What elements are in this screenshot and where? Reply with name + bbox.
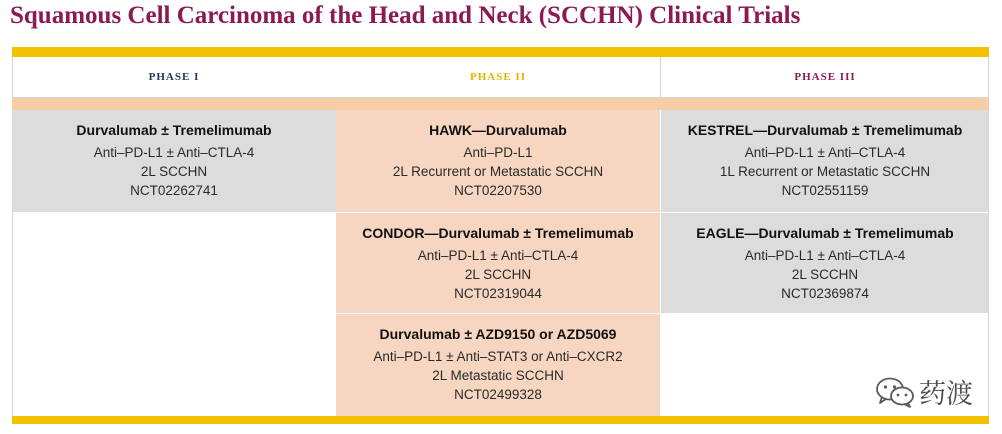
trial-card-condor <box>336 213 660 313</box>
trial-name: Durvalumab ± AZD9150 or AZD5069 <box>379 326 617 342</box>
watermark <box>875 372 973 411</box>
trial-target: Anti–PD-L1 ± Anti–CTLA-4 <box>744 145 906 160</box>
trial-name: CONDOR—Durvalumab ± Tremelimumab <box>362 225 634 241</box>
trial-card-kestrel <box>661 110 989 212</box>
trial-card-azd <box>336 314 660 416</box>
trial-card-eagle <box>661 213 989 313</box>
trial-name: EAGLE—Durvalumab ± Tremelimumab <box>696 225 954 241</box>
trial-card-hawk <box>336 110 660 212</box>
bottom-accent-bar <box>12 416 989 424</box>
page-title: Squamous Cell Carcinoma of the Head and Neck (SCCHN) Clinical Trials <box>10 2 801 29</box>
trial-population: 2L SCCHN <box>140 164 208 179</box>
trial-name: HAWK—Durvalumab <box>429 122 567 138</box>
trial-nct: NCT02499328 <box>454 387 542 402</box>
trial-card-phase1-durvalumab <box>12 110 336 212</box>
trial-population: 2L Metastatic SCCHN <box>432 368 564 383</box>
phase-1-header: PHASE I <box>148 71 200 83</box>
phase-3-header: PHASE III <box>660 57 989 97</box>
trial-target: Anti–PD-L1 ± Anti–CTLA-4 <box>417 248 579 263</box>
trial-nct: NCT02319044 <box>454 286 542 301</box>
top-accent-bar <box>12 47 989 57</box>
trial-target: Anti–PD-L1 ± Anti–CTLA-4 <box>93 145 255 160</box>
trial-population: 1L Recurrent or Metastatic SCCHN <box>719 164 931 179</box>
phase-2-header: PHASE II <box>470 71 526 83</box>
trial-nct: NCT02262741 <box>130 183 218 198</box>
trial-target: Anti–PD-L1 ± Anti–STAT3 or Anti–CXCR2 <box>373 349 623 364</box>
trial-population: 2L SCCHN <box>464 267 532 282</box>
trial-population: 2L Recurrent or Metastatic SCCHN <box>392 164 604 179</box>
trial-name: KESTREL—Durvalumab ± Tremelimumab <box>687 122 963 138</box>
trial-nct: NCT02207530 <box>454 183 542 198</box>
wechat-icon <box>875 376 915 408</box>
trial-population: 2L SCCHN <box>791 267 859 282</box>
trial-nct: NCT02369874 <box>781 286 869 301</box>
phase-header-row <box>12 57 989 98</box>
trial-nct: NCT02551159 <box>781 183 869 198</box>
trial-name: Durvalumab ± Tremelimumab <box>76 122 272 138</box>
watermark-text: 药渡 <box>919 379 973 410</box>
header-divider-band <box>12 98 989 110</box>
trial-target: Anti–PD-L1 <box>463 145 533 160</box>
trial-target: Anti–PD-L1 ± Anti–CTLA-4 <box>744 248 906 263</box>
